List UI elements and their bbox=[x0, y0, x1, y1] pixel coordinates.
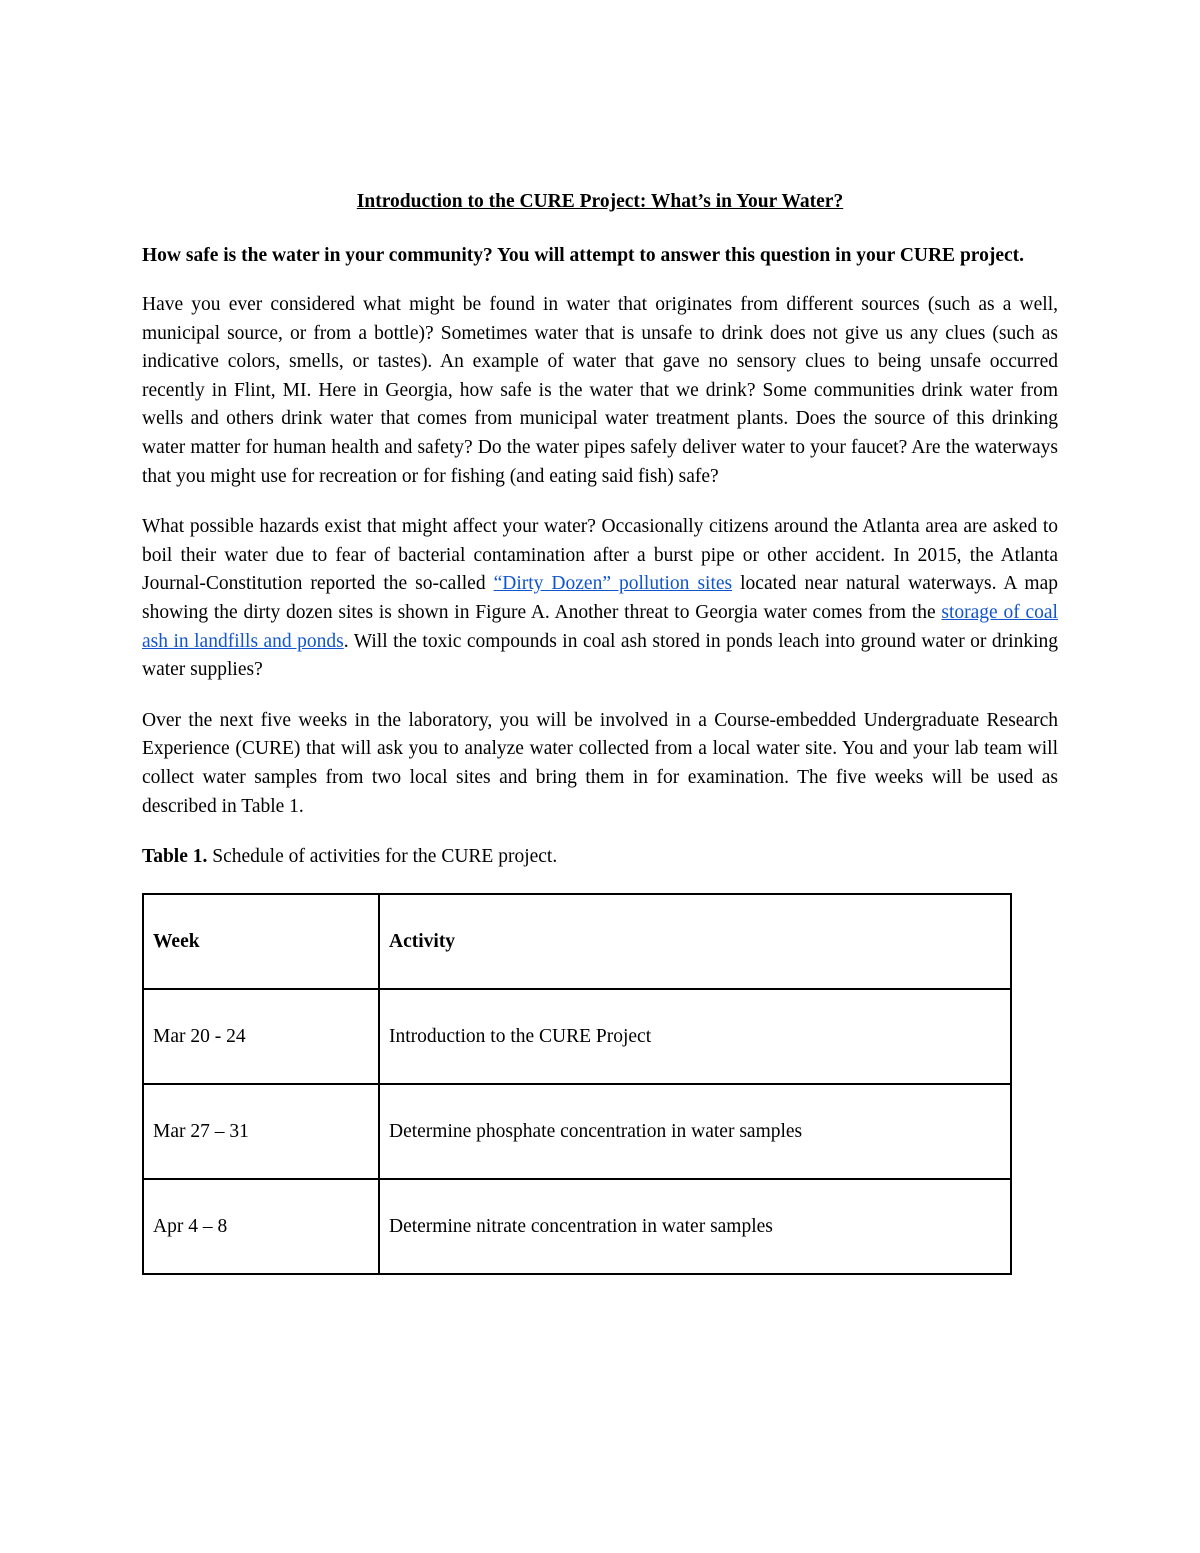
paragraph-hazards-text-3: . Will the toxic compounds in coal ash stored in ponds leach into ground water or drinking water supplies? bbox=[142, 630, 1058, 681]
document-page bbox=[142, 188, 1058, 1275]
cell-week: Apr 4 – 8 bbox=[143, 1179, 379, 1274]
table-row bbox=[143, 1179, 1011, 1274]
paragraph-hazards-text-2: located near natural waterways. A map showing the dirty dozen sites is shown in Figure A. Another threat to Georgia water comes from the bbox=[142, 573, 1058, 623]
header-week: Week bbox=[143, 894, 379, 989]
cell-activity: Determine nitrate concentration in water samples bbox=[379, 1179, 1011, 1274]
paragraph-hazards-text-1: What possible hazards exist that might affect your water? Occasionally citizens around the Atlanta area are asked to boil their water due to fear of bacterial contamination after a burst pipe or other accident. In 2015, the Atlanta Journal-Constitution reported the so-called bbox=[142, 516, 1058, 595]
paragraph-hazards bbox=[142, 513, 1058, 685]
lead-question: How safe is the water in your community? You will attempt to answer this question in your CURE project. bbox=[142, 245, 1025, 266]
cell-activity: Introduction to the CURE Project bbox=[379, 989, 1011, 1084]
table-row bbox=[143, 1084, 1011, 1179]
cell-week: Mar 20 - 24 bbox=[143, 989, 379, 1084]
table-header-row bbox=[143, 894, 1011, 989]
table-caption-text: Schedule of activities for the CURE project. bbox=[207, 846, 558, 868]
paragraph-schedule: Over the next five weeks in the laboratory, you will be involved in a Course-embedded Undergraduate Research Experience (CURE) that will ask you to analyze water collected from a local water site. You and your lab team will collect water samples from two local sites and bring them in for examination. The five weeks will be used as described in Table 1. bbox=[142, 709, 1058, 817]
cell-week: Mar 27 – 31 bbox=[143, 1084, 379, 1179]
coal-ash-link[interactable]: storage of coal ash in landfills and ponds bbox=[142, 601, 1058, 652]
cell-activity: Determine phosphate concentration in water samples bbox=[379, 1084, 1011, 1179]
table-caption bbox=[142, 843, 1058, 871]
document-title: Introduction to the CURE Project: What’s in Your Water? bbox=[356, 191, 844, 212]
header-activity: Activity bbox=[379, 894, 1011, 989]
dirty-dozen-link[interactable]: “Dirty Dozen” pollution sites bbox=[493, 573, 733, 595]
table-caption-label: Table 1. bbox=[142, 846, 208, 868]
table-row bbox=[143, 989, 1011, 1084]
schedule-table bbox=[142, 893, 1012, 1275]
paragraph-intro: Have you ever considered what might be found in water that originates from different sources (such as a well, municipal source, or from a bottle)? Sometimes water that is unsafe to drink does not give us any clues (such as indicative colors, smells, or tastes). An example of water that gave no sensory clues to being unsafe occurred recently in Flint, MI. Here in Georgia, how safe is the water that we drink? Some communities drink water from wells and others drink water that comes from municipal water treatment plants. Does the source of this drinking water matter for human health and safety? Do the water pipes safely deliver water to your faucet? Are the waterways that you might use for recreation or for fishing (and eating said fish) safe? bbox=[142, 294, 1058, 487]
